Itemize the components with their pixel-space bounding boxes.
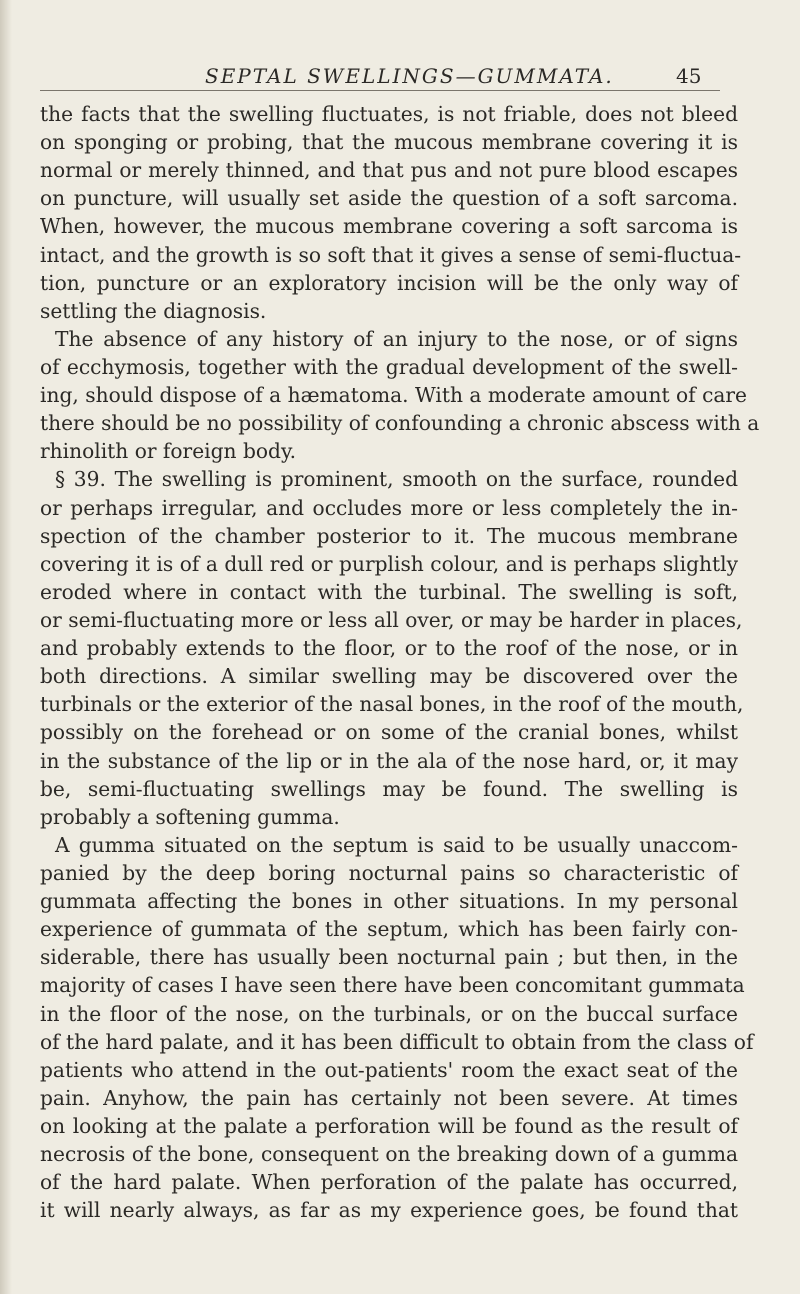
body-text <box>40 100 760 1224</box>
text-line: of the hard palate. When perforation of the palate has occurred, <box>40 1170 738 1195</box>
text-line: possibly on the forehead or on some of the cranial bones, whilst <box>40 720 738 745</box>
text-line: intact, and the growth is so soft that it gives a sense of semi-fluctua- <box>40 242 742 267</box>
text-line: there should be no possibility of confounding a chronic abscess with a <box>40 411 760 436</box>
text-line: experience of gummata of the septum, which has been fairly con- <box>40 917 738 942</box>
text-line: and probably extends to the floor, or to the roof of the nose, or in <box>40 636 738 661</box>
text-line: it will nearly always, as far as my experience goes, be found that <box>40 1198 738 1223</box>
text-line: panied by the deep boring nocturnal pains so characteristic of <box>40 860 738 885</box>
text-line: spection of the chamber posterior to it. The mucous membrane <box>40 523 738 548</box>
text-line: gummata affecting the bones in other situations. In my personal <box>40 889 738 914</box>
text-line: of the hard palate, and it has been difficult to obtain from the class of <box>40 1029 754 1054</box>
text-line: patients who attend in the out-patients' room the exact seat of the <box>40 1057 738 1082</box>
running-header <box>0 62 800 92</box>
header-rule <box>40 90 720 91</box>
text-line: siderable, there has usually been nocturnal pain ; but then, in the <box>40 945 738 970</box>
text-line: rhinolith or foreign body. <box>40 439 297 464</box>
text-line: ing, should dispose of a hæmatoma. With a moderate amount of care <box>40 383 748 408</box>
text-line: eroded where in contact with the turbinal. The swelling is soft, <box>40 579 738 604</box>
text-line: settling the diagnosis. <box>40 298 267 323</box>
page-edge-shadow <box>0 0 12 1294</box>
text-line: pain. Anyhow, the pain has certainly not been severe. At times <box>40 1085 738 1110</box>
text-line: in the floor of the nose, on the turbinals, or on the buccal surface <box>40 1001 738 1026</box>
text-line: or semi-fluctuating more or less all over, or may be harder in places, <box>40 607 743 632</box>
text-line: necrosis of the bone, consequent on the breaking down of a gumma <box>40 1142 738 1167</box>
text-line: probably a softening gumma. <box>40 804 340 829</box>
text-line: majority of cases I have seen there have been concomitant gummata <box>40 973 745 998</box>
text-line: turbinals or the exterior of the nasal bones, in the roof of the mouth, <box>40 692 744 717</box>
text-line: on looking at the palate a perforation will be found as the result of <box>40 1113 738 1138</box>
running-head-title: SEPTAL SWELLINGS—GUMMATA. <box>205 64 614 88</box>
text-line: on sponging or probing, that the mucous membrane covering it is <box>40 130 738 155</box>
text-line: When, however, the mucous membrane covering a soft sarcoma is <box>40 214 738 239</box>
text-line: on puncture, will usually set aside the question of a soft sarcoma. <box>40 186 738 211</box>
text-line: in the substance of the lip or in the ala of the nose hard, or, it may <box>40 748 738 773</box>
text-line: § 39. The swelling is prominent, smooth on the surface, rounded <box>55 467 738 492</box>
text-line: The absence of any history of an injury to the nose, or of signs <box>55 326 738 351</box>
text-line: A gumma situated on the septum is said to be usually unaccom- <box>55 832 738 857</box>
page-number: 45 <box>676 64 702 88</box>
text-line: covering it is of a dull red or purplish colour, and is perhaps slightly <box>40 551 738 576</box>
text-line: or perhaps irregular, and occludes more or less completely the in- <box>40 495 738 520</box>
text-line: both directions. A similar swelling may be discovered over the <box>40 664 738 689</box>
text-line: of ecchymosis, together with the gradual development of the swell- <box>40 354 738 379</box>
text-line: the facts that the swelling fluctuates, is not friable, does not bleed <box>40 102 738 126</box>
text-line: be, semi-fluctuating swellings may be found. The swelling is <box>40 776 738 801</box>
text-line: tion, puncture or an exploratory incision will be the only way of <box>40 270 738 295</box>
text-line: normal or merely thinned, and that pus and not pure blood escapes <box>40 158 738 183</box>
